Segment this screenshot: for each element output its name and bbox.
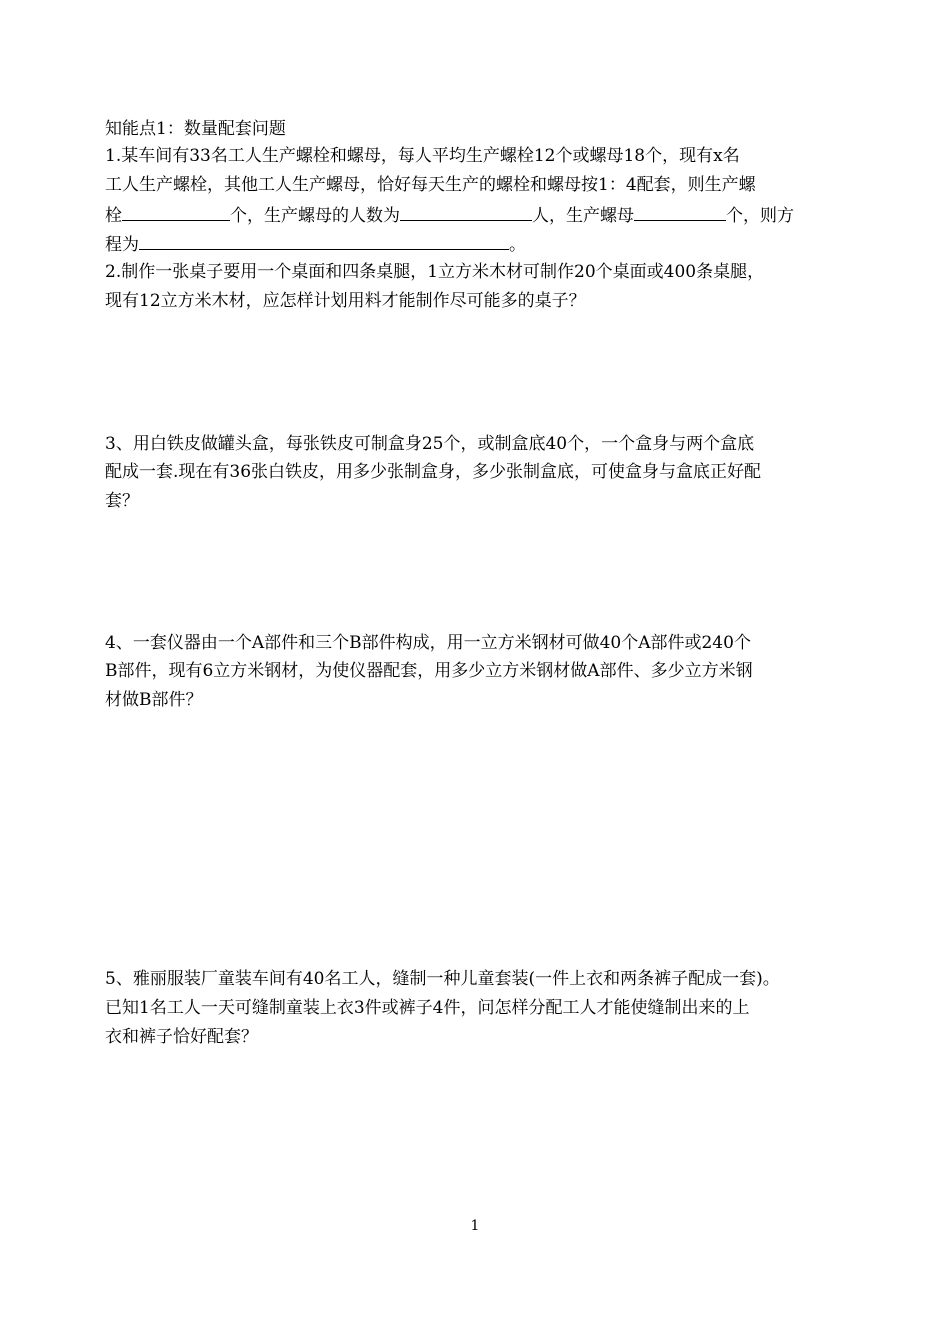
question-2-line-2: 现有12立方米木材，应怎样计划用料才能制作尽可能多的桌子？	[105, 291, 586, 311]
q1-text-c: 人，生产螺母	[532, 206, 634, 226]
question-1-line-2: 工人生产螺栓，其他工人生产螺母，恰好每天生产的螺栓和螺母按1：4配套，则生产螺	[105, 175, 756, 195]
q1-text-b: 个，生产螺母的人数为	[230, 206, 400, 226]
section-title: 知能点1：数量配套问题	[105, 119, 286, 139]
question-3-line-2: 配成一套.现在有36张白铁皮，用多少张制盒身，多少张制盒底，可使盒身与盒底正好配	[105, 462, 762, 482]
answer-blank-equation[interactable]	[139, 231, 509, 250]
q1-text-a: 栓	[105, 206, 122, 226]
q1-text-f: 。	[509, 235, 526, 255]
q1-text-e: 程为	[105, 235, 139, 255]
question-3-line-3: 套？	[105, 491, 139, 511]
answer-blank-bolts[interactable]	[122, 202, 230, 221]
page-number: 1	[470, 1218, 480, 1234]
answer-blank-nuts[interactable]	[634, 202, 726, 221]
question-4-line-2: B部件，现有6立方米钢材，为使仪器配套，用多少立方米钢材做A部件、多少立方米钢	[105, 661, 753, 681]
question-1-line-4	[105, 231, 850, 257]
question-4-line-3: 材做B部件？	[105, 690, 203, 710]
question-1-line-1: 1.某车间有33名工人生产螺栓和螺母，每人平均生产螺栓12个或螺母18个，现有x名	[105, 146, 740, 166]
q1-text-d: 个，则方	[726, 206, 794, 226]
question-5-line-3: 衣和裤子恰好配套？	[105, 1027, 258, 1047]
question-1-line-3	[105, 202, 850, 228]
answer-blank-nut-workers[interactable]	[400, 202, 532, 221]
question-5-line-1: 5、雅丽服装厂童装车间有40名工人，缝制一种儿童套装(一件上衣和两条裤子配成一套)。	[105, 969, 780, 989]
question-3-line-1: 3、用白铁皮做罐头盒，每张铁皮可制盒身25个，或制盒底40个，一个盒身与两个盒底	[105, 434, 755, 454]
question-5-line-2: 已知1名工人一天可缝制童装上衣3件或裤子4件，问怎样分配工人才能使缝制出来的上	[105, 998, 750, 1018]
question-4-line-1: 4、一套仪器由一个A部件和三个B部件构成，用一立方米钢材可做40个A部件或240个	[105, 633, 751, 653]
question-2-line-1: 2.制作一张桌子要用一个桌面和四条桌腿，1立方米木材可制作20个桌面或400条桌腿，	[105, 262, 765, 282]
